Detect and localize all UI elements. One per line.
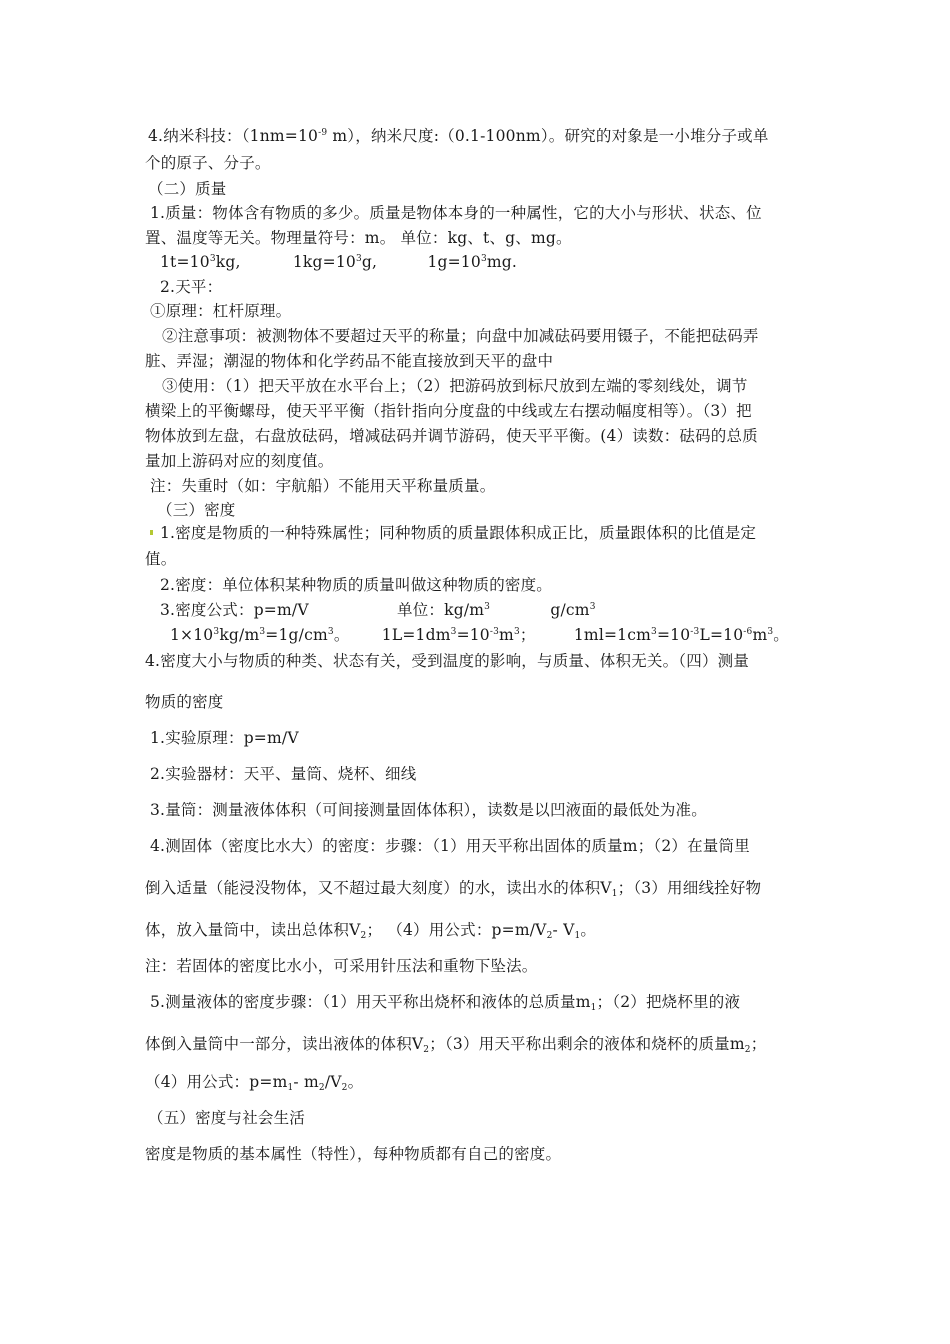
liquid-density-line-1: 5.测量液体的密度步骤：（1）用天平称出烧杯和液体的总质量$m_1$；（2）把烧杯里的液	[150, 993, 741, 1013]
liquid-density-line-3: （4）用公式：$p=m_1-$ $m_2/V_2$。	[145, 1073, 364, 1093]
balance-principle: ①原理：杠杆原理。	[150, 302, 292, 320]
nano-tech-line-1: 4.纳米科技：（$1nm=10^{-9}$ m），纳米尺度:（0.1-100nm）。研究的对象是一小堆分子或单	[148, 127, 769, 145]
solid-density-line-1: 4.测固体（密度比水大）的密度：步骤：（1）用天平称出固体的质量m；（2）在量筒里	[150, 837, 750, 855]
density-conversions: $1\times 10^3kg/m^3=1g/cm^3$。 $1L=1dm^3=10^{-3}m^3$； $1ml=1cm^3=10^{-3}L=10^{-6}m^3$。	[170, 626, 789, 644]
section-heading-mass: （二）质量	[148, 180, 227, 198]
balance-usage-line-4: 量加上游码对应的刻度值。	[145, 452, 334, 470]
light-solid-note: 注：若固体的密度比水小，可采用针压法和重物下坠法。	[145, 957, 538, 975]
section-heading-density-society: （五）密度与社会生活	[148, 1109, 306, 1127]
density-definition: 2.密度：单位体积某种物质的质量叫做这种物质的密度。	[160, 576, 552, 594]
balance-precautions-line-2: 脏、弄湿；潮湿的物体和化学药品不能直接放到天平的盘中	[145, 352, 554, 370]
balance-precautions-line-1: ②注意事项：被测物体不要超过天平的称量；向盘中加减砝码要用镊子，不能把砝码弄	[162, 327, 759, 345]
density-society-text: 密度是物质的基本属性（特性），每种物质都有自己的密度。	[145, 1145, 562, 1163]
balance-usage-line-3: 物体放到左盘，右盘放砝码，增减砝码并调节游码，使天平平衡。(4）读数：砝码的总质	[145, 427, 758, 445]
liquid-density-line-2: 体倒入量筒中一部分，读出液体的体积$V_2$；（3）用天平称出剩余的液体和烧杯的质量$m_2$；	[145, 1035, 767, 1055]
density-factors-line-1: 4.密度大小与物质的种类、状态有关，受到温度的影响，与质量、体积无关。（四）测量	[145, 652, 750, 670]
nano-tech-line-2: 个的原子、分子。	[145, 154, 271, 172]
solid-density-line-3: 体，放入量筒中，读出总体积$V_2$； （4）用公式：$p=m/V_2-$ $V_1$。	[145, 921, 597, 941]
mass-definition-line-1: 1.质量：物体含有物质的多少。质量是物体本身的一种属性，它的大小与形状、状态、位	[150, 204, 762, 222]
balance-heading: 2.天平：	[160, 278, 223, 296]
experiment-equipment: 2.实验器材：天平、量筒、烧杯、细线	[150, 765, 417, 783]
weightlessness-note: 注：失重时（如：宇航船）不能用天平称量质量。	[150, 477, 496, 495]
graduated-cylinder-note: 3.量筒：测量液体体积（可间接测量固体体积），读数是以凹液面的最低处为准。	[150, 801, 707, 819]
balance-usage-line-1: ③使用：（1）把天平放在水平台上；（2）把游码放到标尺放到左端的零刻线处，调节	[162, 377, 748, 395]
section-heading-density: （三）密度	[157, 501, 236, 519]
experiment-principle: 1.实验原理：p=m/V	[150, 729, 299, 747]
solid-density-line-2: 倒入适量（能浸没物体，又不超过最大刻度）的水，读出水的体积$V_1$；（3）用细线拴好物	[145, 879, 762, 899]
density-property-line-2: 值。	[145, 550, 177, 568]
density-property-line-1: 1.密度是物质的一种特殊属性；同种物质的质量跟体积成正比，质量跟体积的比值是定	[160, 524, 757, 542]
balance-usage-line-2: 横梁上的平衡螺母，使天平平衡（指针指向分度盘的中线或左右摆动幅度相等）。（3）把	[145, 402, 752, 420]
density-formula-line: 3.密度公式：p=m/V 单位：$kg/m^3$ $g/cm^3$	[160, 601, 596, 619]
mass-unit-conversions: $1t=10^3kg$, $1kg=10^3g$, $1g=10^3mg$.	[160, 253, 518, 271]
density-factors-line-2: 物质的密度	[145, 693, 224, 711]
stray-mark	[150, 530, 153, 535]
mass-definition-line-2: 置、温度等无关。物理量符号：m。 单位：kg、t、g、mg。	[145, 229, 572, 247]
